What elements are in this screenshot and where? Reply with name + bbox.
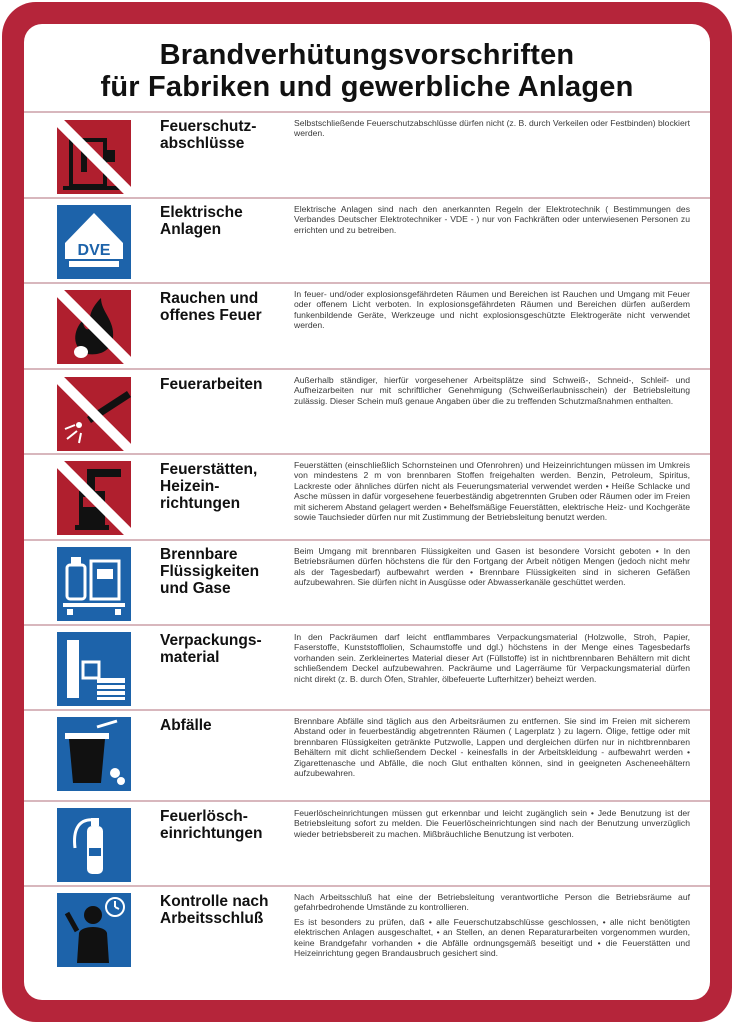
rule-row-stoves (24, 455, 710, 541)
rule-text: Beim Umgang mit brennbaren Flüssigkeiten und Gasen ist besondere Vorsicht geboten • In den Betriebsräumen dürfen höchstens die für den Fortgang der Arbeit nötigen Mengen (jedoch nicht mehr als der Tagesbedarf) aufbewahrt werden • Brennbare Flüssigkeiten sind in sicheren Gefäßen aufzubewahren. Sie dürfen nicht in Ausgüsse oder Abwasserkanäle geschüttet werden. (294, 546, 690, 588)
sign-panel (24, 24, 710, 1000)
rule-row-smoking (24, 284, 710, 370)
dve-electrical-icon (57, 205, 131, 279)
rule-text-part-1: Nach Arbeitsschluß hat eine der Betriebsleitung verantwortliche Person die Betriebsräume auf gefahrbedrohende Umstände zu kontrollieren. (294, 892, 690, 913)
rule-text: Brennbare Abfälle sind täglich aus den Arbeitsräumen zu entfernen. Sie sind im Freien mit sicherem Abstand oder in feuerbeständig abgetrennten Räumen ( Lagerplatz ) zu lagern. Ölige, fettige oder mit brennbaren Flüssigkeiten getränkte Putzwolle, Lappen und dergleichen dürfen nur in nichtbrennbaren Behältern mit dicht schließendem Deckel - keinesfalls in der Arbeitskleidung - aufbewahrt werden • Zigarettenasche und Abfälle, die noch Glut enthalten können, sind in geeigneten Ascheneehältern aufzubewahren. (294, 716, 690, 779)
rule-row-packaging (24, 626, 710, 711)
no-open-fire-icon (57, 290, 131, 364)
rule-row-electrical (24, 199, 710, 284)
rule-row-flammable-liquids (24, 541, 710, 626)
rule-text: Feuerstätten (einschließlich Schornsteinen und Ofenrohren) und Heizeinrichtungen müssen im Umkreis von mindestens 2 m von brennbaren Stoffen freigehalten werden. Benzin, Petroleum, Spiritus, Lackreste oder ähnliches dürfen nicht als Feuerungsmaterial verwendet werden • Heiße Schlacke und Asche müssen in dafür vorgesehene feuerbeständig abgetrennten Gruben oder Räumen oder im Freien mit sicherem Abstand gelagert werden • Behelfsmäßige Feuerstätten, elektrische Heiz- und Kochgeräte sowie Tauchsieder dürfen nur mit Zustimmung der Betriebsleitung benutzt werden. (294, 460, 690, 523)
rule-title: Feuerstätten, Heizein- richtungen (160, 461, 258, 512)
rule-row-fire-doors (24, 113, 710, 199)
no-hot-work-icon (57, 377, 131, 451)
rule-text: Feuerlöscheinrichtungen müssen gut erkennbar und leicht zugänglich sein • Jede Benutzung ist der Betriebsleitung sofort zu melden. Die Feuerlöscheinrichtungen sind nach der Benutzung unverzüglich wieder betriebsbereit zu machen. Mißbräuchliche Benutzung ist verboten. (294, 808, 690, 839)
flammable-liquids-icon (57, 547, 131, 621)
packaging-material-icon (57, 632, 131, 706)
rule-row-waste (24, 711, 710, 802)
rules-list (24, 111, 710, 999)
rule-text: Selbstschließende Feuerschutzabschlüsse dürfen nicht (z. B. durch Verkeilen oder Festbinden) blockiert werden. (294, 118, 690, 139)
sign-frame (2, 2, 732, 1022)
title-line-2: für Fabriken und gewerbliche Anlagen (100, 71, 634, 103)
rule-text (294, 892, 690, 962)
fire-extinguisher-icon (57, 808, 131, 882)
rule-text-part-2: Es ist besonders zu prüfen, daß • alle Feuerschutzabschlüsse geschlossen, • alle nicht benötigten elektrischen Anlagen ausgeschaltet, • an Stellen, an denen Reparaturarbeiten vorgenommen wurden, keine Brandgefahr vorhanden • die Abfälle ordnungsgemäß beseitigt und • die Feuerstätten und Heizeinrichtung gegen Brandausbruch gesichert sind. (294, 916, 690, 959)
rule-title: Verpackungs- material (160, 632, 262, 666)
rule-title: Feuerarbeiten (160, 376, 263, 393)
watchman-icon (57, 893, 131, 967)
fire-door-prohibited-icon (57, 120, 131, 194)
rule-row-extinguishers (24, 802, 710, 887)
rule-title: Feuerschutz- abschlüsse (160, 118, 257, 152)
rule-text: In den Packräumen darf leicht entflammbares Verpackungsmaterial (Holzwolle, Stroh, Papier, Faserstoffe, Kunststofflolien, Schaumstoffe und dgl.) höchstens in der Menge eines Tagesbedarfs vorhanden sein. Zerkleinertes Material dieser Art (Füllstoffe) ist in nichtbrennbaren Behältern mit dicht schließendem Deckel aufzubewahren. Packräume und Lagerräume für Verpackungsmaterial dürfen nicht direkt (z. B. durch Öfen, Strahler, ölbefeuerte Lufterhitzer) beheizt werden. (294, 632, 690, 684)
rule-title: Kontrolle nach Arbeitsschluß (160, 893, 269, 927)
page-title (24, 24, 710, 110)
rule-title: Abfälle (160, 717, 212, 734)
rule-title: Rauchen und offenes Feuer (160, 290, 262, 324)
rule-title: Brennbare Flüssigkeiten und Gase (160, 546, 260, 597)
rule-row-hot-work (24, 370, 710, 455)
rule-title: Feuerlösch- einrichtungen (160, 808, 263, 842)
dve-label: DVE (77, 242, 111, 259)
rule-row-final-check (24, 887, 710, 999)
title-line-1: Brandverhütungsvorschriften (159, 39, 575, 71)
rule-text: In feuer- und/oder explosionsgefährdeten Räumen und Bereichen ist Rauchen und Umgang mit Feuer oder offenem Licht verboten. In explosionsgefährdeten Räumen und Bereichen dürfen außerdem funkenbildende Geräte, Werkzeuge und nicht explosionsgeschützte Elektrogeräte nicht verwendet werden. (294, 289, 690, 331)
rule-text: Außerhalb ständiger, hierfür vorgesehener Arbeitsplätze sind Schweiß-, Schneid-, Schleif- und Aufheizarbeiten nur mit schriftlicher Genehmigung (Schweißerlaubnisschein) der Betriebsleitung zulässig. Dieser Schein muß genaue Angaben über die zu treffenden Schutzmaßnahmen enthalten. (294, 375, 690, 406)
no-stove-icon (57, 461, 131, 535)
waste-bin-icon (57, 717, 131, 791)
rule-title: Elektrische Anlagen (160, 204, 243, 238)
rule-text: Elektrische Anlagen sind nach den anerkannten Regeln der Elektrotechnik ( Bestimmungen des Verbandes Deutscher Elektrotechniker - VDE - ) nur von Fachkräften oder unterwiesenen Personen zu errichten und zu betreiben. (294, 204, 690, 235)
